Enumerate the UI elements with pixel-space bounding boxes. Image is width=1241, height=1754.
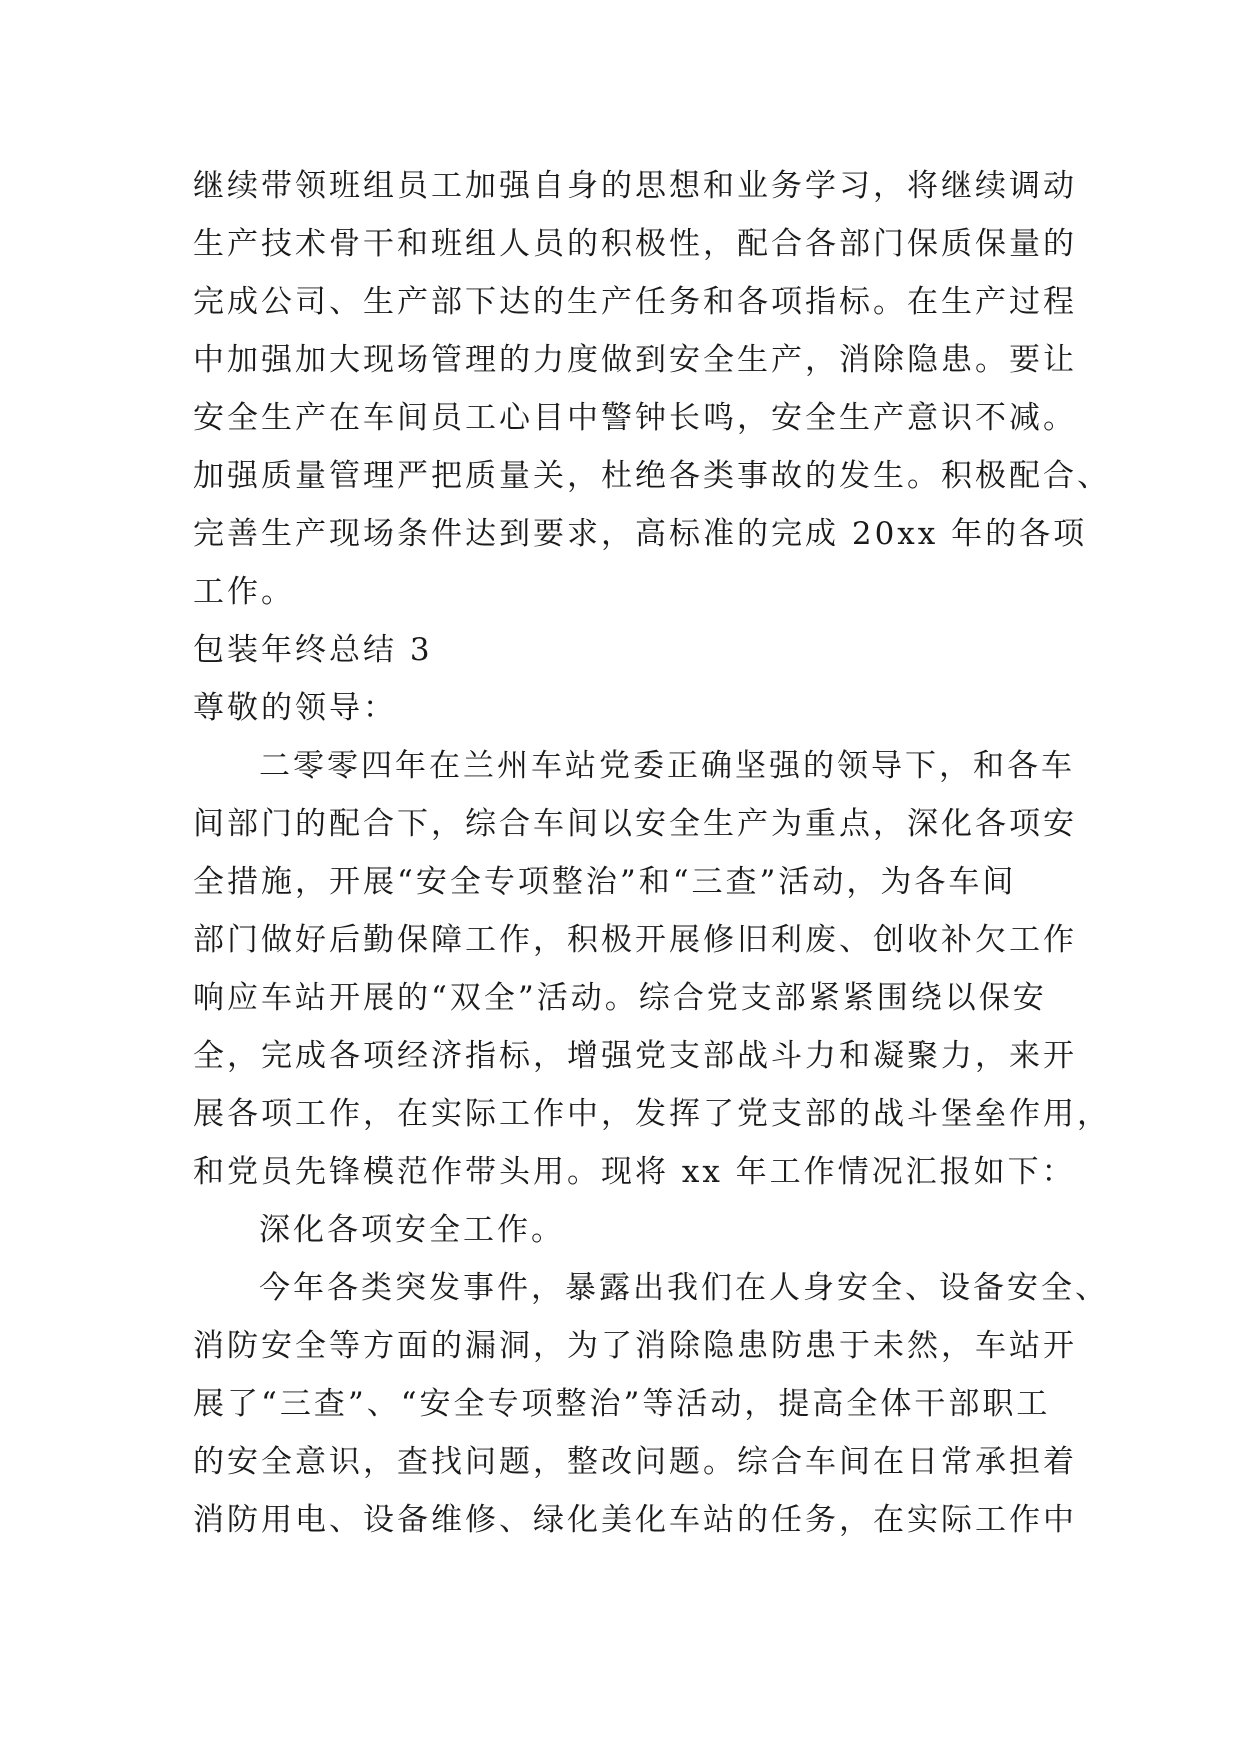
text-line: 部门做好后勤保障工作，积极开展修旧利废、创收补欠工作 xyxy=(193,922,1077,958)
text-line: 的安全意识，查找问题，整改问题。综合车间在日常承担着 xyxy=(193,1444,1077,1480)
text-line: 安全生产在车间员工心目中警钟长鸣，安全生产意识不减。 xyxy=(193,400,1077,436)
document-body xyxy=(193,157,1111,1549)
text-line: 全措施，开展“安全专项整治”和“三查”活动，为各车间 xyxy=(193,864,1017,900)
text-line: 中加强加大现场管理的力度做到安全生产，消除隐患。要让 xyxy=(193,342,1077,378)
text-line: 完成公司、生产部下达的生产任务和各项指标。在生产过程 xyxy=(193,284,1077,320)
section-heading: 包装年终总结 3 xyxy=(193,632,433,668)
text-line: 展了“三查”、“安全专项整治”等活动，提高全体干部职工 xyxy=(193,1386,1051,1422)
text-line: 生产技术骨干和班组人员的积极性，配合各部门保质保量的 xyxy=(193,226,1077,262)
subheading-line: 深化各项安全工作。 xyxy=(259,1212,565,1248)
paragraph-start-line: 今年各类突发事件，暴露出我们在人身安全、设备安全、 xyxy=(259,1270,1109,1306)
text-line: 加强质量管理严把质量关，杜绝各类事故的发生。积极配合、 xyxy=(193,458,1111,494)
text-line: 展各项工作，在实际工作中，发挥了党支部的战斗堡垒作用， xyxy=(193,1096,1111,1132)
text-line: 和党员先锋模范作带头用。现将 xx 年工作情况汇报如下： xyxy=(193,1154,1076,1190)
text-line: 消防用电、设备维修、绿化美化车站的任务，在实际工作中 xyxy=(193,1502,1077,1538)
paragraph-start-line: 二零零四年在兰州车站党委正确坚强的领导下，和各车 xyxy=(259,748,1075,784)
text-line: 继续带领班组员工加强自身的思想和业务学习，将继续调动 xyxy=(193,168,1077,204)
text-line: 完善生产现场条件达到要求，高标准的完成 20xx 年的各项 xyxy=(193,516,1088,552)
salutation: 尊敬的领导： xyxy=(193,690,397,726)
text-line: 响应车站开展的“双全”活动。综合党支部紧紧围绕以保安 xyxy=(193,980,1047,1016)
text-line: 消防安全等方面的漏洞，为了消除隐患防患于未然，车站开 xyxy=(193,1328,1077,1364)
text-line: 间部门的配合下，综合车间以安全生产为重点，深化各项安 xyxy=(193,806,1077,842)
text-line: 全，完成各项经济指标，增强党支部战斗力和凝聚力，来开 xyxy=(193,1038,1077,1074)
text-line: 工作。 xyxy=(193,574,295,610)
